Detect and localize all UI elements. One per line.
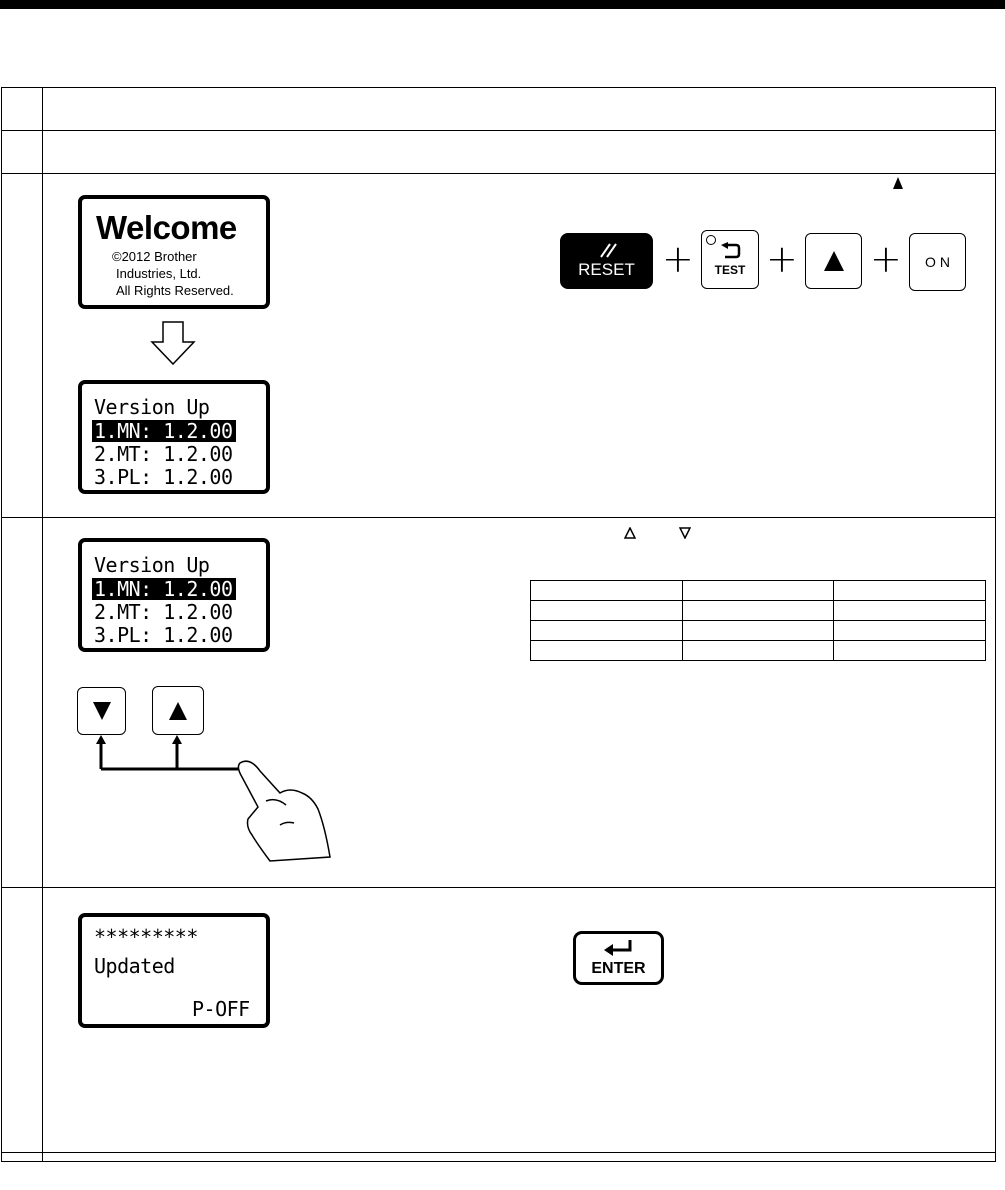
version-title: Version Up xyxy=(94,553,210,577)
table-row xyxy=(531,581,986,601)
enter-key xyxy=(573,931,664,985)
table-row xyxy=(531,641,986,661)
table-cell xyxy=(834,641,986,661)
row-divider-4 xyxy=(2,887,995,888)
table-cell xyxy=(531,581,683,601)
on-key: O N xyxy=(909,233,966,291)
table-row xyxy=(531,621,986,641)
welcome-rights: All Rights Reserved. xyxy=(116,283,234,298)
updated-status: Updated xyxy=(94,954,175,978)
up-outline-triangle-icon xyxy=(624,527,636,539)
welcome-title: Welcome xyxy=(96,209,237,246)
down-arrow-icon xyxy=(150,320,196,366)
up-triangle-icon xyxy=(892,176,904,190)
plus-sign: + xyxy=(662,237,694,281)
step-column-divider xyxy=(42,88,43,1161)
version-lcd-row3 xyxy=(78,380,270,494)
row-divider-1 xyxy=(2,130,995,131)
version-item-pl: 3.PL: 1.2.00 xyxy=(94,465,233,489)
table-cell xyxy=(531,601,683,621)
version-title: Version Up xyxy=(94,395,210,419)
table-cell xyxy=(834,601,986,621)
reset-key-label: RESET xyxy=(578,260,635,279)
version-item-mn-selected: 1.MN: 1.2.00 xyxy=(92,420,236,442)
version-table xyxy=(530,580,986,661)
down-outline-triangle-icon xyxy=(679,527,691,539)
table-cell xyxy=(834,581,986,601)
row-divider-5 xyxy=(2,1152,995,1153)
plus-sign: + xyxy=(870,237,902,281)
test-key xyxy=(701,230,759,289)
table-cell xyxy=(834,621,986,641)
row-divider-2 xyxy=(2,173,995,174)
up-triangle-icon xyxy=(168,701,188,721)
welcome-copyright: ©2012 Brother xyxy=(112,249,197,264)
plus-sign: + xyxy=(766,237,798,281)
down-key xyxy=(77,687,126,735)
enter-arrow-icon xyxy=(602,939,636,959)
reset-slash-icon xyxy=(595,242,619,258)
welcome-company: Industries, Ltd. xyxy=(116,266,202,281)
updated-lcd xyxy=(78,913,270,1028)
test-led-icon xyxy=(706,235,716,245)
table-cell xyxy=(531,621,683,641)
table-cell xyxy=(682,581,834,601)
version-item-mt: 2.MT: 1.2.00 xyxy=(94,600,233,624)
reset-key xyxy=(560,233,653,289)
up-key xyxy=(152,686,204,735)
finger-press-illustration xyxy=(90,735,340,865)
updated-stars: ********* xyxy=(94,925,198,949)
table-cell xyxy=(531,641,683,661)
table-cell xyxy=(682,621,834,641)
table-row xyxy=(531,601,986,621)
row-divider-3 xyxy=(2,517,995,518)
top-rule xyxy=(0,0,1005,9)
test-key-label: TEST xyxy=(714,263,746,277)
welcome-lcd xyxy=(78,195,270,309)
table-cell xyxy=(682,641,834,661)
version-lcd-row4 xyxy=(78,538,270,652)
version-item-mt: 2.MT: 1.2.00 xyxy=(94,442,233,466)
enter-key-label: ENTER xyxy=(591,959,646,977)
down-triangle-icon xyxy=(92,701,112,721)
return-loop-icon xyxy=(719,242,741,260)
up-key xyxy=(805,233,862,289)
version-item-pl: 3.PL: 1.2.00 xyxy=(94,623,233,647)
up-triangle-icon xyxy=(823,250,845,272)
updated-action: P-OFF xyxy=(192,997,250,1021)
version-item-mn-selected: 1.MN: 1.2.00 xyxy=(92,578,236,600)
table-cell xyxy=(682,601,834,621)
